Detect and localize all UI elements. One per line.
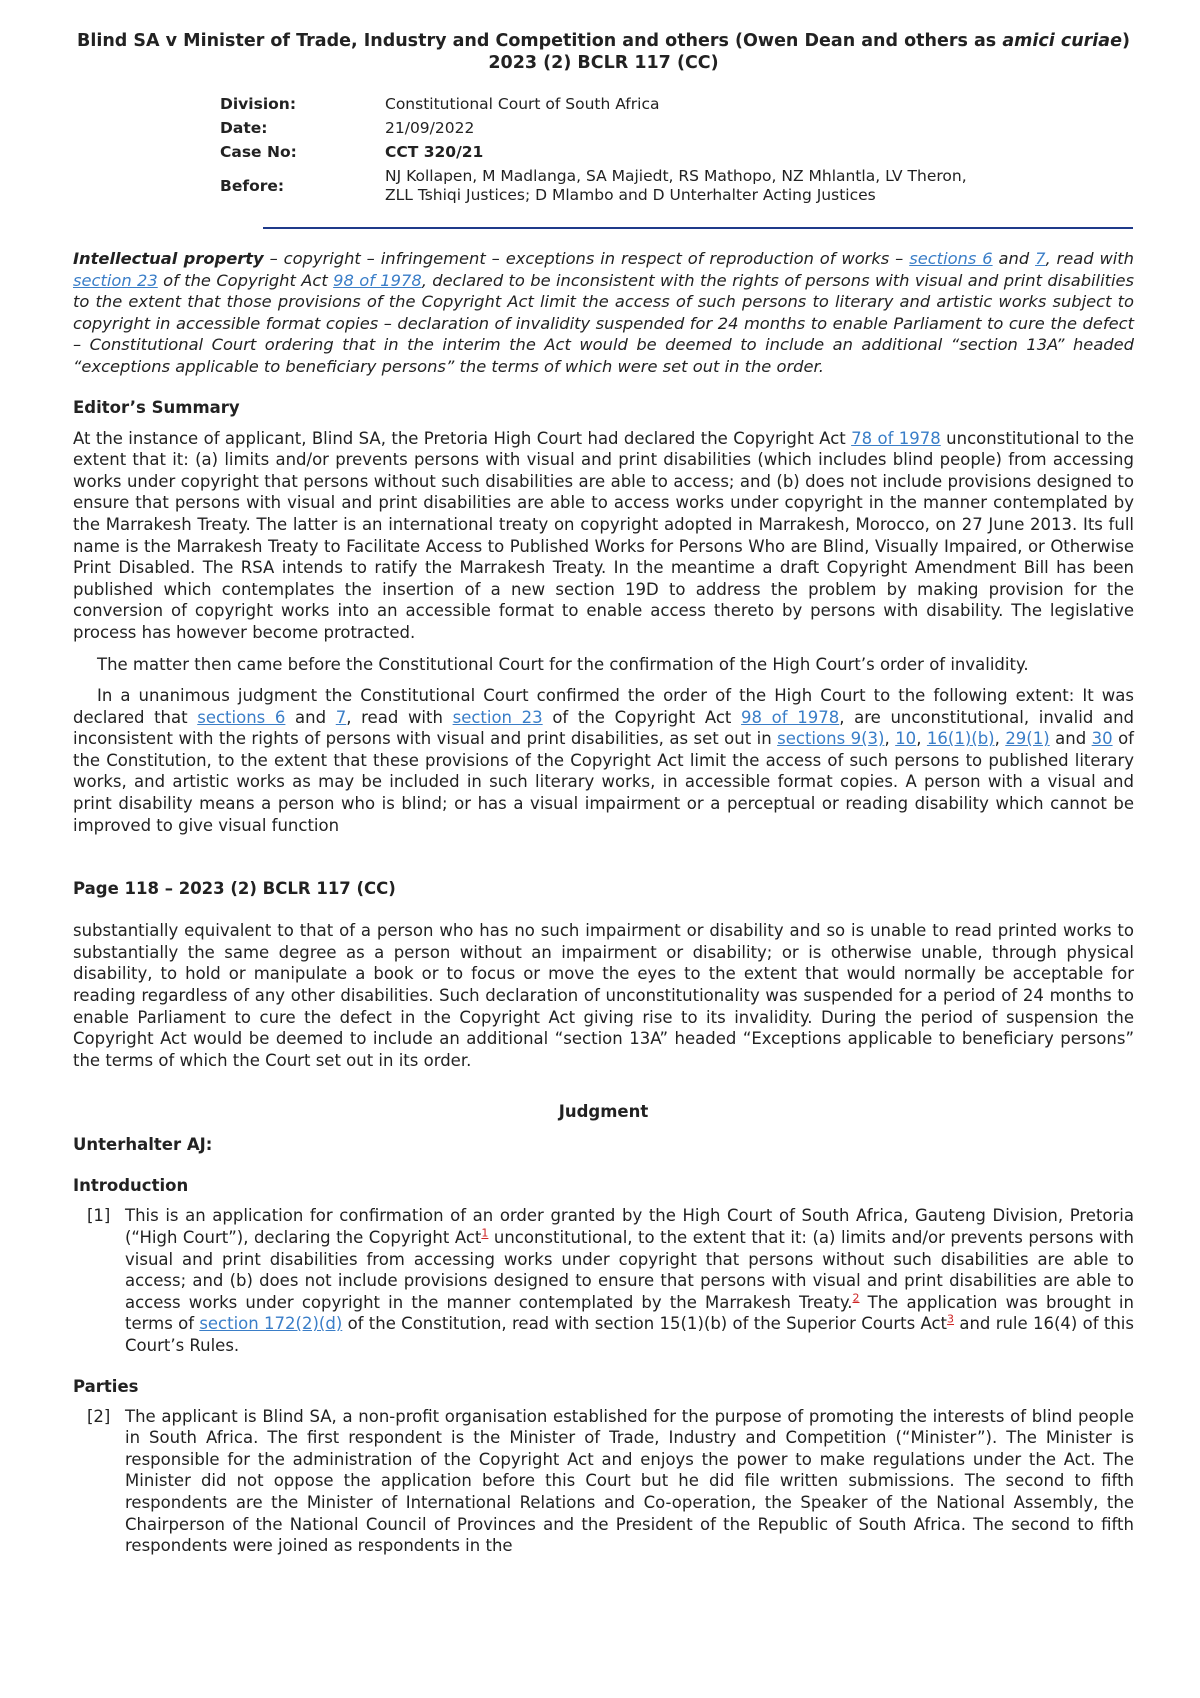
- footnote-ref-1[interactable]: 1: [481, 1226, 489, 1240]
- editors-summary-heading: Editor’s Summary: [73, 397, 240, 417]
- meta-row-division: Division: Constitutional Court of South Africa: [220, 95, 660, 113]
- document-page: [73, 30, 1134, 1557]
- header-divider: [263, 227, 1133, 229]
- introduction-heading: Introduction: [73, 1176, 189, 1196]
- link-act-78-of-1978[interactable]: 78 of 1978: [851, 428, 941, 448]
- link-section-23[interactable]: section 23: [452, 707, 543, 727]
- title-italic: amici curiae: [1002, 31, 1122, 51]
- case-title: Blind SA v Minister of Trade, Industry and Competition and others (Owen Dean and others as amici curiae): [77, 31, 1130, 51]
- parties-heading: Parties: [73, 1376, 139, 1396]
- judgment-heading: Judgment: [558, 1102, 649, 1122]
- meta-row-before: Before: NJ Kollapen, M Madlanga, SA Majiedt, RS Mathopo, NZ Mhlantla, LV Theron, ZLL Tshiqi Justices; D Mlambo and D Unterhalter Acting Justices: [220, 167, 967, 204]
- link-act-98-of-1978[interactable]: 98 of 1978: [741, 707, 840, 727]
- link-section-30[interactable]: 30: [1091, 729, 1113, 749]
- judge-name: Unterhalter AJ:: [73, 1135, 213, 1155]
- summary-paragraph-3: In a unanimous judgment the Constitutional Court confirmed the order of the High Court to the following extent: It was declared that sections 6 and 7, read with section 23 of the Copyright Act 98 of 1978, are unconstitutional, invalid and inconsistent with the rights of persons with visual and print disabilities, as set out in sections 9(3), 10, 16(1)(b), 29(1) and 30 of the Constitution, to the extent that these provisions of the Copyright Act limit the access of such persons to published literary works, and artistic works as may be included in such literary works, in accessible format copies. A person with a visual and print disability means a person who is blind; or has a visual impairment or a perceptual or reading disability which cannot be improved to give visual function: [73, 686, 1135, 835]
- judgment-paragraph-2: [2] The applicant is Blind SA, a non-profit organisation established for the purpose of promoting the interests of blind people in South Africa. The first respondent is the Minister of Trade, Industry and Competition (“Minister”). The Minister is responsible for the administration of the Copyright Act and enjoys the power to make regulations under the Act. The Minister did not oppose the application before this Court but he did file written submissions. The second to fifth respondents are the Minister of International Relations and Co-operation, the Speaker of the National Assembly, the Chairperson of the National Council of Provinces and the President of the Republic of South Africa. The second to fifth respondents were joined as respondents in the: [87, 1406, 1134, 1556]
- link-sections-9-3[interactable]: sections 9(3): [777, 729, 885, 749]
- summary-paragraph-2: The matter then came before the Constitutional Court for the confirmation of the High Court’s order of invalidity.: [97, 654, 1029, 674]
- judgment-paragraph-1: [1] This is an application for confirmation of an order granted by the High Court of South Africa, Gauteng Division, Pretoria (“High Court”), declaring the Copyright Act$^1$ unconstitutional, to the extent that it: (a) limits and/or prevents persons with visual and print disabilities from accessing works under copyright that persons without such disabilities are able to access; and (b) does not include provisions designed to ensure that persons with visual and print disabilities are able to access works under copyright in the manner contemplated by the Marrakesh Treaty.$^2$ The application was brought in terms of section 172(2)(d) of the Constitution, read with section 15(1)(b) of the Superior Courts Act$^3$ and rule 16(4) of this Court’s Rules.: [87, 1206, 1134, 1355]
- page-marker: Page 118 – 2023 (2) BCLR 117 (CC): [73, 879, 396, 899]
- paragraph-number: [2]: [87, 1406, 111, 1426]
- meta-row-date: Date: 21/09/2022: [220, 119, 475, 137]
- catchwords: Intellectual property – copyright – infringement – exceptions in respect of reproduction of works – sections 6 and 7, read with section 23 of the Copyright Act 98 of 1978, declared to be inconsistent with the rights of persons with visual and print disabilities to the extent that those provisions of the Copyright Act limit the access of such persons to literary and artistic works subject to copyright in accessible format copies – declaration of invalidity suspended for 24 months to enable Parliament to cure the defect – Constitutional Court ordering that in the interim the Act would be deemed to include an additional “section 13A” headed “exceptions applicable to beneficiary persons” the terms of which were set out in the order.: [73, 249, 1135, 376]
- footnote-ref-3[interactable]: 3: [947, 1312, 955, 1326]
- link-section-7[interactable]: 7: [335, 707, 347, 727]
- case-citation: 2023 (2) BCLR 117 (CC): [488, 53, 719, 73]
- summary-paragraph-1: At the instance of applicant, Blind SA, the Pretoria High Court had declared the Copyright Act 78 of 1978 unconstitutional to the extent that it: (a) limits and/or prevents persons with visual and print disabilities (which includes blind people) from accessing works under copyright that persons without such disabilities are able to access; and (b) does not include provisions designed to ensure that persons with visual and print disabilities are able to access works under copyright in the manner contemplated by the Marrakesh Treaty. The latter is an international treaty on copyright adopted in Marrakesh, Morocco, on 27 June 2013. Its full name is the Marrakesh Treaty to Facilitate Access to Published Works for Persons Who are Blind, Visually Impaired, or Otherwise Print Disabled. The RSA intends to ratify the Marrakesh Treaty. In the meantime a draft Copyright Amendment Bill has been published which contemplates the insertion of a new section 19D to address the problem by making provision for the conversion of copyright works into an accessible format to enable access thereto by persons with disability. The legislative process has however become protracted.: [73, 428, 1135, 642]
- link-section-23[interactable]: section 23: [73, 270, 158, 290]
- link-section-172-2-d[interactable]: section 172(2)(d): [199, 1314, 343, 1334]
- link-sections-6[interactable]: sections 6: [909, 249, 993, 268]
- summary-paragraph-4: substantially equivalent to that of a person who has no such impairment or disability and so is unable to read printed works to substantially the same degree as a person without an impairment or disability; or is otherwise unable, through physical disability, to hold or manipulate a book or to focus or move the eyes to the extent that would normally be acceptable for reading regardless of any other disabilities. Such declaration of unconstitutionality was suspended for a period of 24 months to enable Parliament to cure the defect in the Copyright Act giving rise to its invalidity. During the period of suspension the Copyright Act would be deemed to include an additional “section 13A” headed “Exceptions applicable to beneficiary persons” the terms of which the Court set out in its order.: [73, 921, 1134, 1070]
- link-act-98-of-1978[interactable]: 98 of 1978: [333, 270, 422, 290]
- link-section-7[interactable]: 7: [1035, 249, 1046, 268]
- link-section-10[interactable]: 10: [895, 729, 917, 749]
- link-section-29-1[interactable]: 29(1): [1005, 729, 1050, 749]
- meta-row-case-no: Case No: CCT 320/21: [220, 143, 484, 161]
- link-section-16-1-b[interactable]: 16(1)(b): [926, 729, 995, 749]
- case-metadata: [220, 94, 985, 209]
- link-sections-6[interactable]: sections 6: [197, 707, 286, 727]
- footnote-ref-2[interactable]: 2: [852, 1291, 860, 1305]
- paragraph-number: [1]: [87, 1206, 111, 1226]
